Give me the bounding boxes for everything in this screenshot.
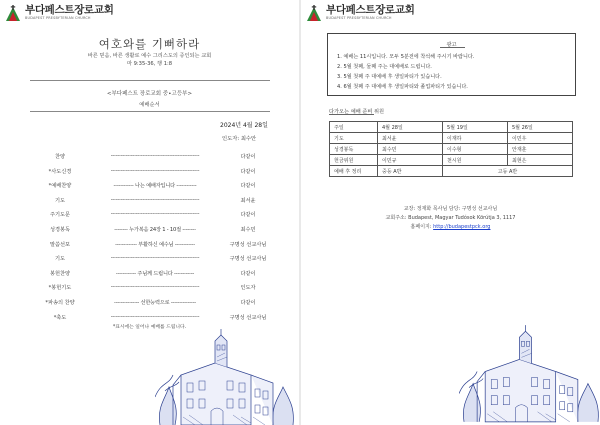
contact-address: 교회주소: Budapest, Magyar Tudósok Körútja 3, 1117 — [385, 215, 516, 221]
order-item-detail: ------------ 나는 예배자입니다 ------------ — [113, 183, 197, 190]
church-name: 부다페스트장로교회 — [326, 4, 415, 16]
order-item-name: 봉헌찬양 — [49, 270, 71, 277]
table-cell: 이민우 — [508, 133, 573, 144]
order-item-name: 말씀선포 — [49, 241, 71, 248]
table-cell: 예배 후 정리 — [330, 166, 378, 177]
table-row — [330, 144, 573, 155]
table-row — [330, 155, 573, 166]
department-label: <부다페스트 장로교회 중∙고등부> — [106, 91, 193, 97]
motto-verse: 마 9:35-36, 행 1:8 — [126, 60, 173, 67]
church-logo-icon — [304, 4, 324, 24]
order-item-name: *파송의 찬양 — [45, 300, 75, 306]
table-cell: 이재하 — [443, 133, 508, 144]
bulletin-left-page — [0, 0, 299, 425]
table-header-cell: 주일 — [330, 122, 378, 133]
order-item-name: 기도 — [54, 256, 66, 263]
order-item-name: 주기도문 — [49, 212, 71, 219]
schedule-title: 다가오는 예배 준비 위원 — [329, 109, 385, 115]
order-row — [0, 255, 299, 265]
church-subtitle: BUDAPEST PRESBYTERIAN CHURCH — [326, 16, 392, 20]
table-header-cell: 5월 19일 — [443, 122, 508, 133]
order-item-name: *봉헌기도 — [48, 285, 72, 292]
contact-pastors: 교장: 정재화 목사님 담당: 구명성 선교사님 — [403, 206, 498, 212]
table-cell: 이민규 — [378, 155, 443, 166]
order-item-name: 성경봉독 — [49, 227, 71, 233]
order-item-leader: 다같이 — [240, 212, 256, 219]
table-cell: 최수민 — [378, 144, 443, 155]
announcements-box — [327, 33, 576, 96]
order-item-detail: -------- 누가복음 24장 1 - 10절 -------- — [114, 227, 196, 233]
sermon-theme-title: 여호와를 기뻐하라 — [98, 37, 201, 51]
table-cell: 성경봉독 — [330, 144, 378, 155]
order-item-detail: ----------------------------------------------------- — [110, 167, 200, 174]
announcement-item: 1. 예배는 11시입니다. 모두 5분전에 착석해 주시기 바랍니다. — [337, 54, 475, 60]
church-motto — [0, 53, 299, 68]
order-item-leader: 인도자 — [240, 285, 256, 292]
order-item-detail: ----------------------------------------------------- — [110, 211, 200, 218]
order-item-detail: ------------- 부활하신 예수님 ------------ — [115, 241, 195, 248]
table-header-row — [330, 122, 573, 133]
church-logo-icon — [3, 4, 23, 24]
order-item-detail: ----------------------------------------------------- — [110, 313, 200, 320]
order-row — [0, 153, 299, 163]
order-row — [0, 299, 299, 309]
order-row — [0, 284, 299, 294]
order-row — [0, 211, 299, 221]
table-header-cell: 5월 26일 — [508, 122, 573, 133]
church-subtitle: BUDAPEST PRESBYTERIAN CHURCH — [25, 16, 91, 20]
table-cell: 이수형 — [443, 144, 508, 155]
title-underline — [440, 47, 465, 48]
table-row — [330, 133, 573, 144]
church-building-illustration — [155, 327, 295, 425]
order-item-leader: 구명성 선교사님 — [229, 241, 267, 248]
announcement-item: 2. 5월 첫째, 둘째 주는 대예배로 드립니다. — [337, 64, 432, 70]
order-item-leader: 다같이 — [240, 300, 256, 306]
table-cell: 기도 — [330, 133, 378, 144]
church-name: 부다페스트장로교회 — [25, 4, 114, 16]
table-cell: 최서윤 — [378, 133, 443, 144]
order-item-leader: 다같이 — [240, 168, 256, 175]
order-item-leader: 최서윤 — [240, 197, 256, 204]
order-item-name: *예배찬양 — [48, 183, 72, 190]
table-cell: 헌금위원 — [330, 155, 378, 166]
table-header-cell: 4월 28일 — [378, 122, 443, 133]
order-row — [0, 226, 299, 236]
order-heading: 예배순서 — [139, 102, 160, 108]
order-item-leader: 구명성 선교사님 — [229, 256, 267, 263]
table-row — [330, 166, 573, 177]
church-building-illustration — [459, 320, 600, 425]
bulletin-right-page — [301, 0, 600, 425]
table-cell: 고등 A반 — [443, 166, 573, 177]
table-cell: 천시원 — [443, 155, 508, 166]
order-item-leader: 다같이 — [240, 270, 256, 277]
order-item-name: 찬양 — [54, 154, 66, 160]
contact-homepage — [301, 223, 600, 230]
table-cell: 중등 A반 — [378, 166, 443, 177]
service-leader: 인도자: 최수안 — [222, 136, 257, 142]
order-row — [0, 270, 299, 280]
divider — [30, 80, 270, 81]
announcements-title: 광고 — [446, 42, 457, 48]
announcement-item: 3. 5월 첫째 주 대예배 후 생일파티가 있습니다. — [337, 74, 442, 80]
order-item-detail: ----------------------------------------------------- — [110, 284, 200, 291]
order-row — [0, 197, 299, 207]
title-underline — [329, 114, 374, 115]
table-cell: 최현은 — [508, 155, 573, 166]
homepage-link[interactable]: http://budapestpck.org — [433, 224, 491, 230]
order-item-leader: 최수민 — [240, 227, 256, 233]
church-logo — [304, 4, 415, 26]
order-row — [0, 182, 299, 192]
order-item-name: *축도 — [53, 314, 67, 321]
order-item-detail: ----------------------------------------------------- — [110, 196, 200, 203]
order-item-leader: 다같이 — [240, 183, 256, 190]
order-item-leader: 구명성 선교사님 — [229, 314, 267, 321]
announcement-item: 4. 6월 첫째 주 대예배 후 생일파티와 졸업파티가 있습니다. — [337, 84, 468, 90]
motto-line: 바른 믿음, 바른 생활로 예수 그리스도의 증인되는 교회 — [87, 53, 212, 59]
order-item-detail: ----------------------------------------------------- — [110, 255, 200, 262]
order-item-detail: --------------- 선한능력으로 --------------- — [114, 300, 196, 306]
order-item-leader: 다같이 — [240, 154, 256, 160]
church-logo — [3, 4, 114, 26]
table-cell: 안재훈 — [508, 144, 573, 155]
order-item-detail: ----------------------------------------------------- — [110, 153, 200, 159]
order-row — [0, 168, 299, 178]
order-item-detail: ------------ 주님께 드립니다 ------------ — [115, 270, 195, 277]
service-date: 2024년 4월 28일 — [220, 122, 268, 129]
divider — [30, 111, 270, 112]
order-item-name: 기도 — [54, 197, 66, 204]
homepage-label: 홈페이지: — [410, 224, 434, 230]
order-item-name: *사도신경 — [48, 168, 72, 175]
standing-note: *표시에는 일어나 예배를 드립니다. — [112, 325, 187, 330]
service-duty-table — [329, 121, 573, 177]
order-row — [0, 241, 299, 251]
